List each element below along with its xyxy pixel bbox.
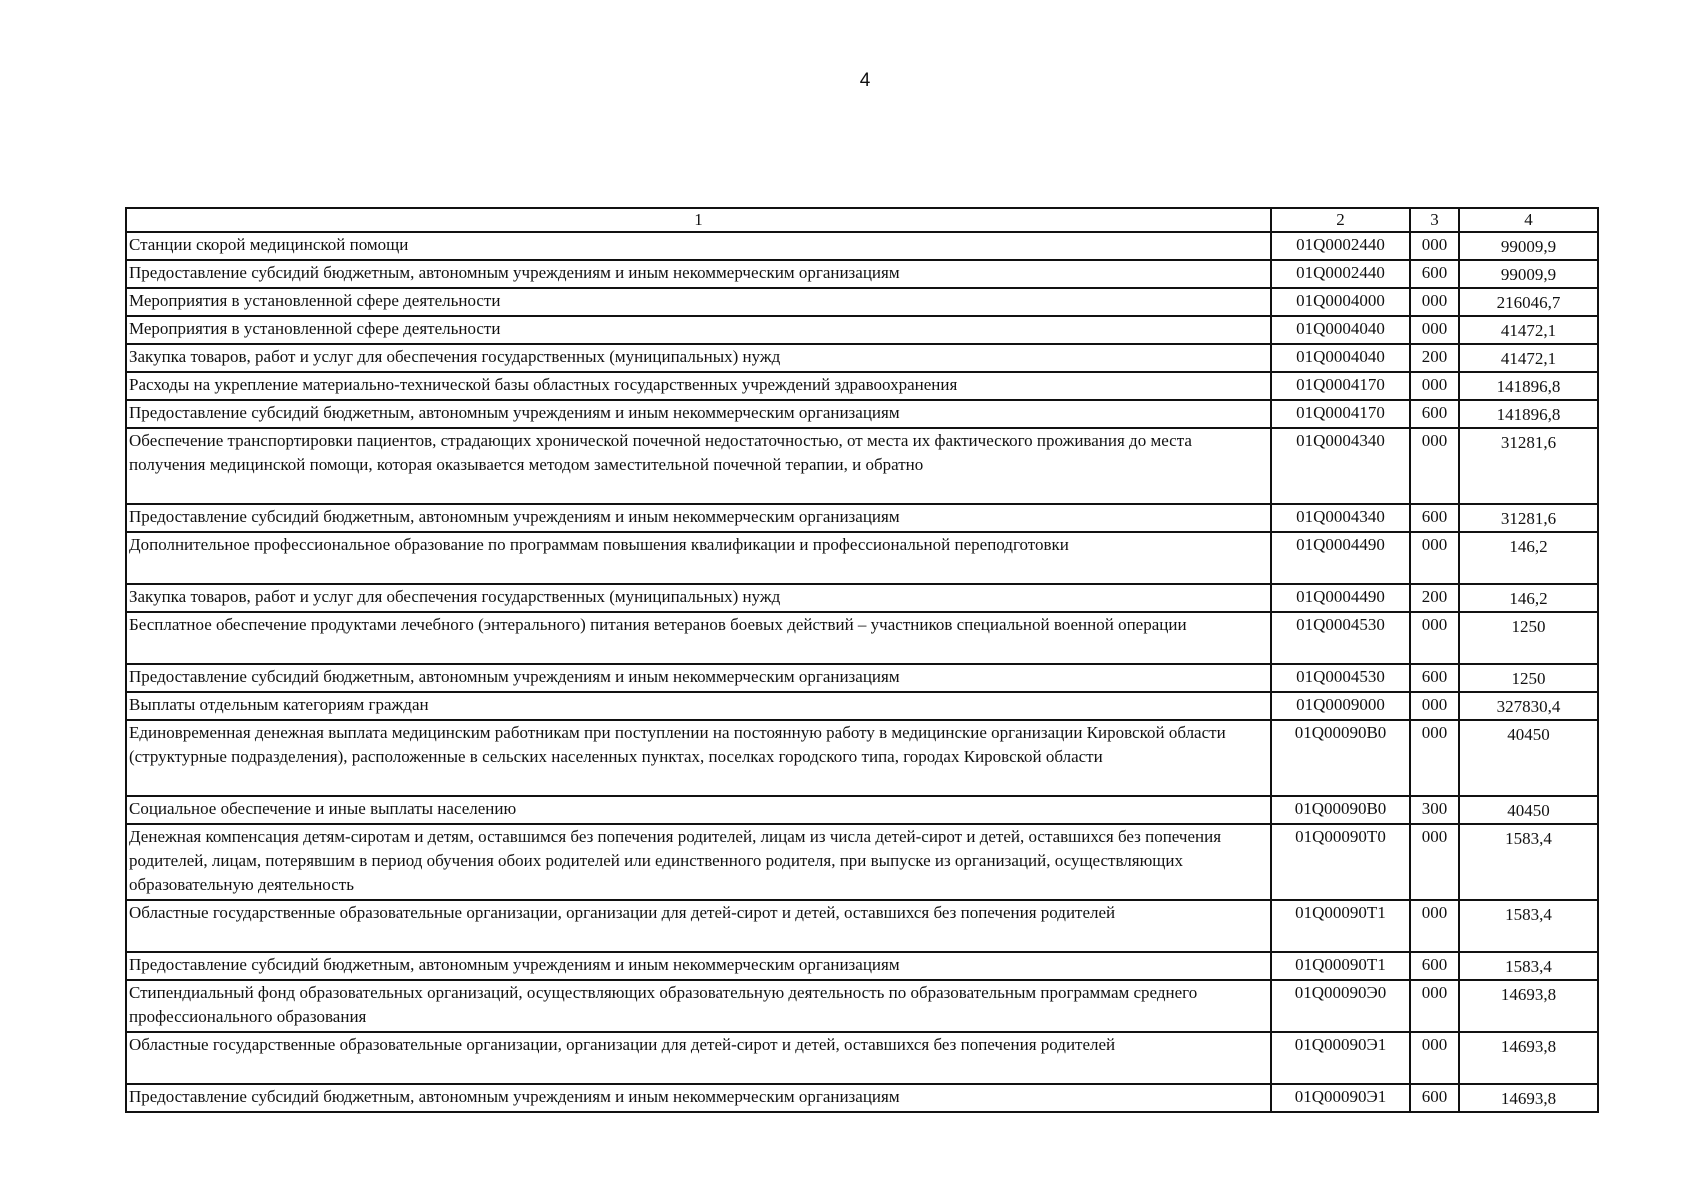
- row-type-cell: 000: [1410, 428, 1459, 504]
- row-sum-cell: 99009,9: [1459, 232, 1598, 260]
- row-sum-cell: 327830,4: [1459, 692, 1598, 720]
- row-type-cell: 600: [1410, 664, 1459, 692]
- table-row: [126, 288, 1598, 316]
- row-type-cell: 000: [1410, 532, 1459, 584]
- row-sum-cell: 14693,8: [1459, 1084, 1598, 1112]
- row-type-cell: 000: [1410, 612, 1459, 664]
- row-code-cell: 01Q0004530: [1271, 664, 1410, 692]
- row-type-cell: 600: [1410, 952, 1459, 980]
- table-row: [126, 980, 1598, 1032]
- row-sum-cell: 1583,4: [1459, 952, 1598, 980]
- row-sum-cell: 1250: [1459, 612, 1598, 664]
- table-row: [126, 900, 1598, 952]
- row-name-cell: Предоставление субсидий бюджетным, автономным учреждениям и иным некоммерческим организациям: [126, 504, 1271, 532]
- table-header-row: [126, 208, 1598, 232]
- table-row: [126, 824, 1598, 900]
- row-code-cell: 01Q00090Э1: [1271, 1032, 1410, 1084]
- row-code-cell: 01Q0004040: [1271, 344, 1410, 372]
- row-type-cell: 600: [1410, 1084, 1459, 1112]
- table-row: [126, 232, 1598, 260]
- table-row: [126, 952, 1598, 980]
- table-row: [126, 316, 1598, 344]
- row-name-cell: Областные государственные образовательные организации, организации для детей-сирот и детей, оставшихся без попечения родителей: [126, 1032, 1271, 1084]
- row-name-cell: Предоставление субсидий бюджетным, автономным учреждениям и иным некоммерческим организациям: [126, 260, 1271, 288]
- row-sum-cell: 146,2: [1459, 532, 1598, 584]
- column-header-code: 2: [1271, 208, 1410, 232]
- row-code-cell: 01Q0002440: [1271, 260, 1410, 288]
- row-sum-cell: 31281,6: [1459, 504, 1598, 532]
- table-row: [126, 664, 1598, 692]
- row-type-cell: 000: [1410, 372, 1459, 400]
- row-type-cell: 600: [1410, 400, 1459, 428]
- row-sum-cell: 1250: [1459, 664, 1598, 692]
- row-type-cell: 000: [1410, 824, 1459, 900]
- row-type-cell: 000: [1410, 316, 1459, 344]
- row-sum-cell: 40450: [1459, 720, 1598, 796]
- row-type-cell: 000: [1410, 980, 1459, 1032]
- row-name-cell: Областные государственные образовательные организации, организации для детей-сирот и детей, оставшихся без попечения родителей: [126, 900, 1271, 952]
- row-type-cell: 200: [1410, 584, 1459, 612]
- row-sum-cell: 141896,8: [1459, 372, 1598, 400]
- row-name-cell: Станции скорой медицинской помощи: [126, 232, 1271, 260]
- row-code-cell: 01Q0004170: [1271, 400, 1410, 428]
- row-type-cell: 000: [1410, 692, 1459, 720]
- row-sum-cell: 146,2: [1459, 584, 1598, 612]
- table-row: [126, 260, 1598, 288]
- table-row: [126, 504, 1598, 532]
- row-sum-cell: 1583,4: [1459, 900, 1598, 952]
- row-name-cell: Предоставление субсидий бюджетным, автономным учреждениям и иным некоммерческим организациям: [126, 400, 1271, 428]
- row-code-cell: 01Q0004490: [1271, 532, 1410, 584]
- row-sum-cell: 216046,7: [1459, 288, 1598, 316]
- row-name-cell: Предоставление субсидий бюджетным, автономным учреждениям и иным некоммерческим организациям: [126, 952, 1271, 980]
- row-type-cell: 600: [1410, 260, 1459, 288]
- row-name-cell: Социальное обеспечение и иные выплаты населению: [126, 796, 1271, 824]
- row-type-cell: 000: [1410, 900, 1459, 952]
- row-code-cell: 01Q00090B0: [1271, 720, 1410, 796]
- table-row: [126, 532, 1598, 584]
- row-code-cell: 01Q0002440: [1271, 232, 1410, 260]
- row-type-cell: 600: [1410, 504, 1459, 532]
- column-header-sum: 4: [1459, 208, 1598, 232]
- row-type-cell: 000: [1410, 288, 1459, 316]
- row-sum-cell: 141896,8: [1459, 400, 1598, 428]
- row-type-cell: 000: [1410, 232, 1459, 260]
- row-type-cell: 000: [1410, 1032, 1459, 1084]
- row-name-cell: Закупка товаров, работ и услуг для обеспечения государственных (муниципальных) нужд: [126, 584, 1271, 612]
- row-name-cell: Мероприятия в установленной сфере деятельности: [126, 288, 1271, 316]
- table-row: [126, 584, 1598, 612]
- table-body: [126, 232, 1598, 1112]
- table-row: [126, 344, 1598, 372]
- column-header-name: 1: [126, 208, 1271, 232]
- row-code-cell: 01Q00090Э0: [1271, 980, 1410, 1032]
- row-type-cell: 300: [1410, 796, 1459, 824]
- row-sum-cell: 14693,8: [1459, 980, 1598, 1032]
- table-row: [126, 372, 1598, 400]
- row-code-cell: 01Q0004340: [1271, 504, 1410, 532]
- table-row: [126, 720, 1598, 796]
- table-row: [126, 612, 1598, 664]
- row-code-cell: 01Q00090T0: [1271, 824, 1410, 900]
- row-type-cell: 200: [1410, 344, 1459, 372]
- row-name-cell: Выплаты отдельным категориям граждан: [126, 692, 1271, 720]
- row-sum-cell: 31281,6: [1459, 428, 1598, 504]
- row-name-cell: Расходы на укрепление материально-технической базы областных государственных учреждений здравоохранения: [126, 372, 1271, 400]
- row-name-cell: Предоставление субсидий бюджетным, автономным учреждениям и иным некоммерческим организациям: [126, 1084, 1271, 1112]
- row-sum-cell: 1583,4: [1459, 824, 1598, 900]
- column-header-type: 3: [1410, 208, 1459, 232]
- row-code-cell: 01Q0004340: [1271, 428, 1410, 504]
- row-name-cell: Единовременная денежная выплата медицинским работникам при поступлении на постоянную работу в медицинские организации Кировской области (структурные подразделения), расположенные в сельских населенных пунктах, поселках городского типа, городах Кировской области: [126, 720, 1271, 796]
- row-code-cell: 01Q0004490: [1271, 584, 1410, 612]
- row-name-cell: Обеспечение транспортировки пациентов, страдающих хронической почечной недостаточностью, от места их фактического проживания до места получения медицинской помощи, которая оказывается методом заместительной почечной терапии, и обратно: [126, 428, 1271, 504]
- row-sum-cell: 40450: [1459, 796, 1598, 824]
- row-sum-cell: 14693,8: [1459, 1032, 1598, 1084]
- row-name-cell: Закупка товаров, работ и услуг для обеспечения государственных (муниципальных) нужд: [126, 344, 1271, 372]
- row-name-cell: Мероприятия в установленной сфере деятельности: [126, 316, 1271, 344]
- row-code-cell: 01Q00090T1: [1271, 900, 1410, 952]
- row-code-cell: 01Q00090Э1: [1271, 1084, 1410, 1112]
- row-name-cell: Бесплатное обеспечение продуктами лечебного (энтерального) питания ветеранов боевых действий – участников специальной военной операции: [126, 612, 1271, 664]
- row-code-cell: 01Q0004040: [1271, 316, 1410, 344]
- row-type-cell: 000: [1410, 720, 1459, 796]
- table-row: [126, 428, 1598, 504]
- budget-table: [125, 207, 1599, 1113]
- row-name-cell: Дополнительное профессиональное образование по программам повышения квалификации и профессиональной переподготовки: [126, 532, 1271, 584]
- row-code-cell: 01Q00090B0: [1271, 796, 1410, 824]
- row-code-cell: 01Q0004530: [1271, 612, 1410, 664]
- table-row: [126, 400, 1598, 428]
- row-code-cell: 01Q0004000: [1271, 288, 1410, 316]
- row-code-cell: 01Q00090T1: [1271, 952, 1410, 980]
- row-code-cell: 01Q0004170: [1271, 372, 1410, 400]
- row-name-cell: Стипендиальный фонд образовательных организаций, осуществляющих образовательную деятельность по образовательным программам среднего профессионального образования: [126, 980, 1271, 1032]
- row-name-cell: Денежная компенсация детям-сиротам и детям, оставшимся без попечения родителей, лицам из числа детей-сирот и детей, оставшихся без попечения родителей, лицам, потерявшим в период обучения обоих родителей или единственного родителя, при выпуске из организаций, осуществляющих образовательную деятельность: [126, 824, 1271, 900]
- page-number: 4: [859, 70, 871, 91]
- row-code-cell: 01Q0009000: [1271, 692, 1410, 720]
- row-sum-cell: 99009,9: [1459, 260, 1598, 288]
- table-row: [126, 1032, 1598, 1084]
- row-sum-cell: 41472,1: [1459, 344, 1598, 372]
- table-row: [126, 1084, 1598, 1112]
- table-row: [126, 796, 1598, 824]
- row-sum-cell: 41472,1: [1459, 316, 1598, 344]
- table-row: [126, 692, 1598, 720]
- row-name-cell: Предоставление субсидий бюджетным, автономным учреждениям и иным некоммерческим организациям: [126, 664, 1271, 692]
